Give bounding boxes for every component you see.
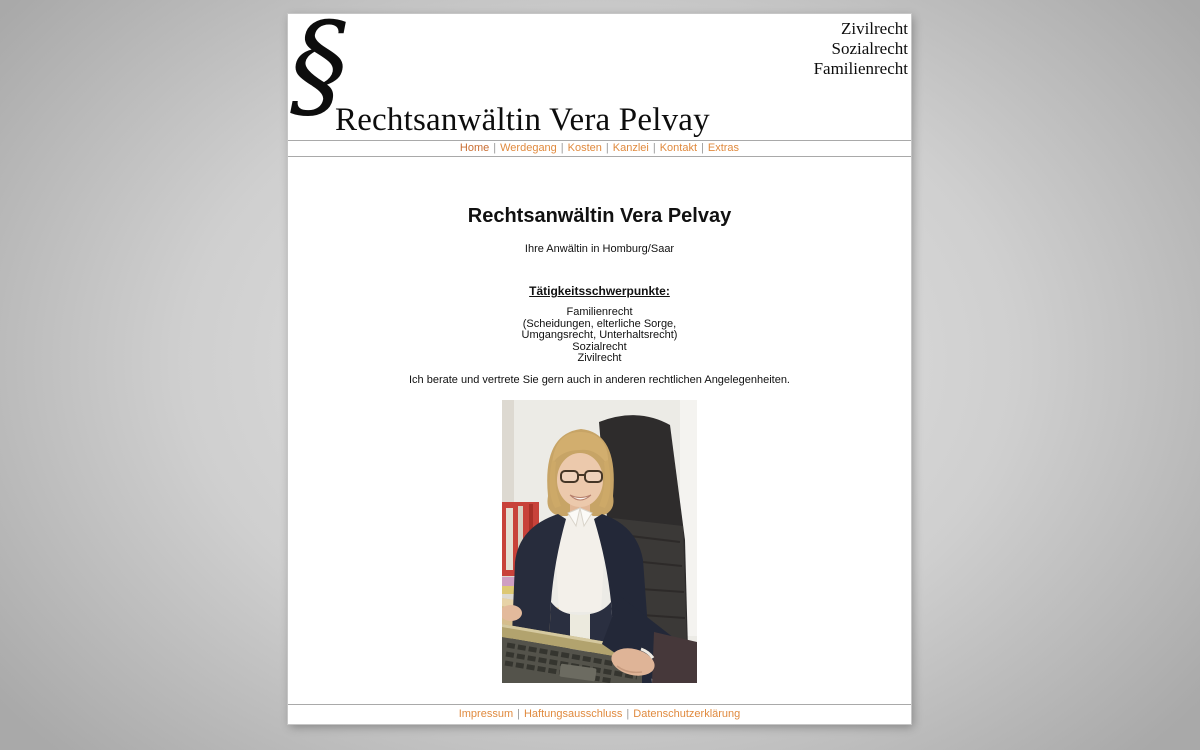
nav-link-kanzlei[interactable]: Kanzlei [612,142,649,154]
focus-heading: Tätigkeitsschwerpunkte: [529,284,670,298]
practice-areas-list [814,19,908,79]
site-footer [288,704,911,724]
footer-link-impressum[interactable]: Impressum [458,708,514,720]
lawyer-photo-illustration [502,400,697,683]
focus-line: Sozialrecht [572,340,627,353]
lawyer-photo [502,400,697,683]
nav-separator: | [493,142,497,154]
nav-separator: | [560,142,564,154]
footer-separator: | [626,708,630,720]
nav-link-kontakt[interactable]: Kontakt [659,142,698,154]
nav-link-extras[interactable]: Extras [707,142,740,154]
focus-line: (Scheidungen, elterliche Sorge, [522,317,677,330]
paragraph-logo-icon: § [290,0,348,133]
focus-line: Umgangsrecht, Unterhaltsrecht) [521,329,678,341]
nav-link-werdegang[interactable]: Werdegang [500,142,557,154]
nav-link-kosten[interactable]: Kosten [567,142,602,154]
nav-separator: | [605,142,609,154]
focus-line: Zivilrecht [577,352,622,364]
footer-link-datenschutzerklaerung[interactable]: Datenschutzerklärung [633,708,741,720]
page-title: Rechtsanwältin Vera Pelvay [467,205,732,227]
nav-separator: | [652,142,656,154]
site-header [288,0,911,140]
main-nav [288,140,911,157]
closing-text: Ich berate und vertrete Sie gern auch in anderen rechtlichen Angelegenheiten. [409,373,790,386]
page-subtitle: Ihre Anwältin in Homburg/Saar [524,243,675,255]
practice-area-familienrecht: Familienrecht [813,59,908,78]
focus-lines [288,307,911,365]
nav-separator: | [701,142,704,154]
footer-link-haftungsausschluss[interactable]: Haftungsausschluss [523,708,623,720]
footer-separator: | [517,708,520,720]
focus-line: Familienrecht [566,306,633,318]
page [288,0,911,724]
main-content [288,205,911,683]
practice-area-sozialrecht: Sozialrecht [831,39,908,58]
practice-area-zivilrecht: Zivilrecht [840,19,908,38]
nav-link-home[interactable]: Home [459,142,490,154]
site-title: Rechtsanwältin Vera Pelvay [335,102,710,138]
